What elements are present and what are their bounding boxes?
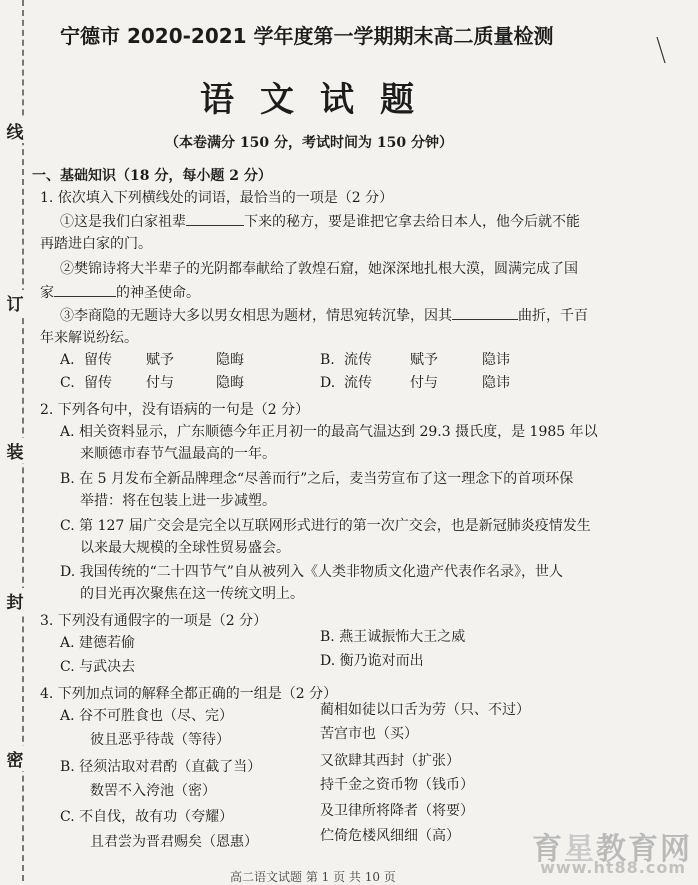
q4-stem: 4. 下列加点词的解释全都正确的一组是（2 分） — [40, 686, 338, 702]
option-word-3: 隐晦 — [216, 375, 244, 391]
exam-note: （本卷满分 150 分，考试时间为 150 分钟） — [165, 135, 453, 151]
subject-title: 语文试题 — [200, 80, 440, 120]
q4-a-right-1: 蔺相如徒以口舌为劳（只、不过） — [320, 702, 530, 718]
q1-s1-part-a: ①这是我们白家祖辈 — [60, 214, 186, 230]
option-word-1: 留传 — [84, 375, 112, 391]
option-word-2: 付与 — [410, 375, 438, 391]
q4-a-left-1: A. 谷不可胜食也（尽、完） — [60, 708, 234, 724]
q2-stem: 2. 下列各句中，没有语病的一句是（2 分） — [40, 402, 310, 418]
q3-option-a: A. 建德若偷 — [60, 635, 136, 651]
q3-stem: 3. 下列没有通假字的一项是（2 分） — [40, 613, 268, 629]
q3-option-d: D. 衡乃诡对而出 — [320, 653, 424, 669]
q1-s1-part-b: 下来的秘方，要是谁把它拿去给日本人，他今后就不能 — [244, 214, 580, 230]
q3-option-b: B. 燕王诚振怖大王之威 — [320, 629, 466, 645]
q4-b-left-1: B. 径须沽取对君酌（直截了当） — [60, 759, 262, 775]
q1-option-b — [320, 350, 510, 370]
exam-title: 宁德市 2020-2021 学年度第一学期期末高二质量检测 — [60, 24, 554, 48]
q1-s2-part-a: ②樊锦诗将大半辈子的光阴都奉献给了敦煌石窟，她深深地扎根大漠，圆满完成了国 — [60, 261, 578, 277]
q1-sentence-1 — [60, 211, 580, 232]
option-word-1: 留传 — [84, 352, 112, 368]
q1-blank-3 — [452, 305, 518, 320]
q1-s3-part-a: ③李商隐的无题诗大多以男女相思为题材，情思宛转沉挚，因其 — [60, 308, 452, 324]
q1-option-a — [60, 350, 244, 370]
q2-option-c-line-2: 以来最大规模的全球性贸易盛会。 — [80, 540, 290, 556]
q2-option-c-line-1: C. 第 127 届广交会是完全以互联网形式进行的第一次广交会，也是新冠肺炎疫情发生 — [60, 518, 591, 534]
option-word-3: 隐晦 — [216, 352, 244, 368]
q4-b-right-1: 又欲肆其西封（扩张） — [320, 753, 460, 769]
q2-option-d-line-2: 的目光再次聚焦在这一传统文明上。 — [80, 586, 304, 602]
watermark-url: www.ht88.com — [540, 858, 686, 877]
q2-option-a-line-2: 来顺德市春节气温最高的一年。 — [80, 446, 276, 462]
q1-s1-part-c: 再踏进白家的门。 — [40, 236, 152, 252]
binding-char-mi: 密 — [4, 746, 26, 771]
option-word-2: 赋予 — [146, 352, 174, 368]
q2-option-a-line-1: A. 相关资料显示，广东顺德今年正月初一的最高气温达到 29.3 摄氏度，是 1985 年以 — [60, 424, 598, 440]
watermark-brand-star: 星 — [564, 832, 596, 867]
binding-char-xian: 线 — [4, 118, 26, 143]
q4-c-left-1: C. 不自伐，故有功（夸耀） — [60, 809, 234, 825]
q1-stem: 1. 依次填入下列横线处的词语，最恰当的一项是（2 分） — [40, 190, 394, 206]
q4-a-right-2: 苦宫市也（买） — [320, 726, 418, 742]
q1-blank-2 — [54, 282, 116, 297]
binding-char-feng: 封 — [4, 588, 26, 613]
q1-s3-part-b: 曲折，千百 — [518, 308, 588, 324]
option-letter: C. — [60, 375, 75, 391]
binding-char-ding: 订 — [4, 290, 26, 315]
q3-option-c: C. 与武决去 — [60, 659, 136, 675]
q4-b-right-2: 持千金之资币物（钱币） — [320, 777, 474, 793]
option-word-2: 赋予 — [410, 352, 438, 368]
q4-a-left-2: 彼且恶乎待哉（等待） — [90, 732, 230, 748]
option-word-1: 流传 — [344, 352, 372, 368]
option-word-3: 隐讳 — [482, 375, 510, 391]
q1-s3-part-c: 年来解说纷纭。 — [40, 330, 138, 346]
watermark-brand-b: 教育网 — [596, 832, 692, 867]
q1-option-d — [320, 373, 510, 393]
q4-c-right-2: 伫倚危楼风细细（高） — [320, 828, 460, 844]
q1-sentence-3 — [60, 305, 588, 326]
option-letter: A. — [60, 352, 75, 368]
q4-c-left-2: 且君尝为晋君赐矣（恩惠） — [90, 834, 258, 850]
option-letter: B. — [320, 352, 335, 368]
q1-s2-part-b: 家 — [40, 285, 54, 301]
pen-mark-icon — [656, 36, 666, 64]
section-heading: 一、基础知识（18 分，每小题 2 分） — [32, 168, 272, 184]
q4-c-right-1: 及卫律所将降者（将要） — [320, 803, 474, 819]
option-letter: D. — [320, 375, 336, 391]
q2-option-d-line-1: D. 我国传统的“二十四节气”自从被列入《人类非物质文化遗产代表作名录》，世人 — [60, 564, 563, 580]
q1-sentence-2-end — [40, 282, 200, 303]
q1-option-c — [60, 373, 244, 393]
option-word-2: 付与 — [146, 375, 174, 391]
binding-char-zhuang: 装 — [4, 438, 26, 463]
q4-b-left-2: 数罟不入洿池（密） — [90, 783, 216, 799]
page-footer: 高二语文试题 第 1 页 共 10 页 — [230, 870, 396, 884]
q1-blank-1 — [186, 211, 244, 226]
q2-option-b-line-1: B. 在 5 月发布全新品牌理念“尽善而行”之后，麦当劳宣布了这一理念下的首项环保 — [60, 471, 574, 487]
option-word-1: 流传 — [344, 375, 372, 391]
option-word-3: 隐讳 — [482, 352, 510, 368]
q2-option-b-line-2: 举措：将在包装上进一步减塑。 — [80, 493, 276, 509]
q1-s2-part-c: 的神圣使命。 — [116, 285, 200, 301]
watermark-brand-a: 育 — [532, 832, 564, 867]
